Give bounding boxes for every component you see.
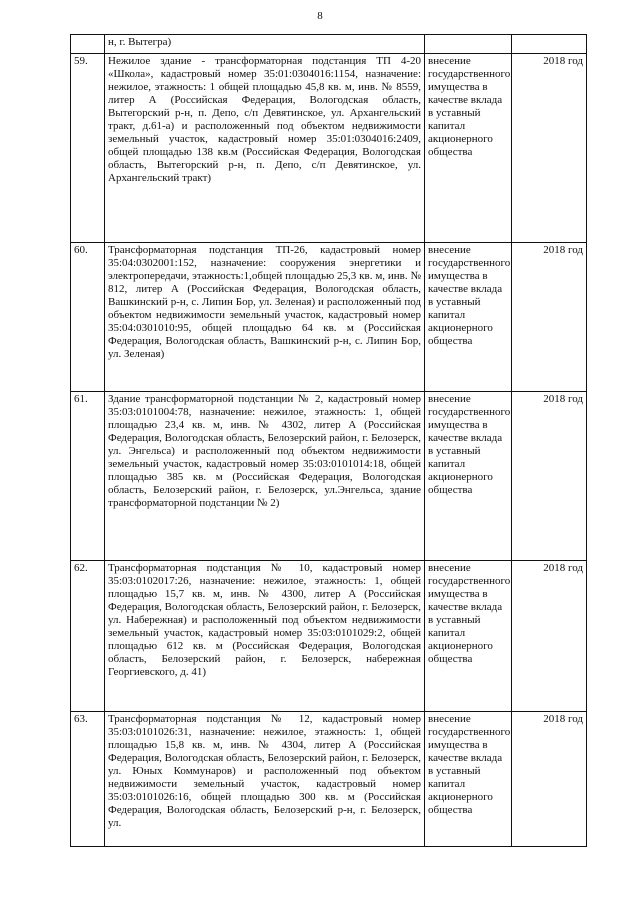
object-description: Трансформаторная подстанция № 12, кадастровый номер 35:03:0101026:31, назначение: нежилое, этажность: 1, общей площадью 15,8 кв. м, инв. № 4304, литер А (Российская Федерация, Вологодская область, Белозерский район, г. Белозерск, ул. Юных Коммунаров) и расположенный под объектом недвижимости земельный участок, кадастровый номер 35:03:0101026:16, общей площадью 300 кв. м (Российская Федерация, Вологодская область, Белозерский р-н, г. Белозерск, ул. — [105, 712, 425, 847]
row-number: 62. — [71, 561, 105, 712]
privatization-method: внесение государственного имущества в качестве вклада в уставный капитал акционерного общества — [425, 54, 512, 243]
property-registry-table — [70, 34, 587, 847]
row-number: 59. — [71, 54, 105, 243]
object-description: Трансформаторная подстанция ТП-26, кадастровый номер 35:04:0302001:152, назначение: сооружения энергетики и электропередачи, этажность:1,общей площадью 25,3 кв. м, инв. № 812, литер А (Российская Федерация, Вологодская область, Вашкинский р-н, с. Липин Бор, ул. Зеленая) и расположенный под объектом недвижимости земельный участок, кадастровый номер 35:04:0301010:95, общей площадью 64 кв. м (Российская Федерация, Вологодская область, Вашкинский р-н, с. Липин Бор, ул. Зеленая) — [105, 243, 425, 392]
continuation-text: н, г. Вытегра) — [105, 35, 425, 54]
privatization-method: внесение государственного имущества в качестве вклада в уставный капитал акционерного общества — [425, 392, 512, 561]
table-row — [71, 54, 587, 243]
privatization-year: 2018 год — [512, 54, 587, 243]
privatization-method: внесение государственного имущества в качестве вклада в уставный капитал акционерного общества — [425, 243, 512, 392]
continuation-row — [71, 35, 587, 54]
object-description: Здание трансформаторной подстанции № 2, кадастровый номер 35:03:0101004:78, назначение: нежилое, этажность: 1, общей площадью 23,4 кв. м, инв. № 4302, литер А (Российская Федерация, Вологодская область, Белозерский район, г. Белозерск, ул. Энгельса) и расположенный под объектом недвижимости земельный участок, кадастровый номер 35:03:0101014:18, общей площадью 385 кв. м (Российская Федерация, Вологодская область, Белозерский район, г. Белозерск, ул.Энгельса, здание трансформаторной подстанции № 2) — [105, 392, 425, 561]
row-number: 63. — [71, 712, 105, 847]
table-row — [71, 561, 587, 712]
privatization-method: внесение государственного имущества в качестве вклада в уставный капитал акционерного общества — [425, 712, 512, 847]
privatization-year: 2018 год — [512, 712, 587, 847]
row-number: 61. — [71, 392, 105, 561]
year-cell — [512, 35, 587, 54]
row-number-cell — [71, 35, 105, 54]
page-number: 8 — [317, 10, 323, 22]
privatization-year: 2018 год — [512, 561, 587, 712]
privatization-year: 2018 год — [512, 392, 587, 561]
table-row — [71, 392, 587, 561]
privatization-year: 2018 год — [512, 243, 587, 392]
table-row — [71, 712, 587, 847]
row-number: 60. — [71, 243, 105, 392]
object-description: Трансформаторная подстанция № 10, кадастровый номер 35:03:0102017:26, назначение: нежилое, этажность: 1, общей площадью 15,7 кв. м, инв. № 4300, литер А (Российская Федерация, Вологодская область, Белозерский район, г. Белозерск, ул. Набережная) и расположенный под объектом недвижимости земельный участок, кадастровый номер 35:03:0101029:2, общей площадью 612 кв. м (Российская Федерация, Вологодская область, Белозерский район, г. Белозерск, набережная Георгиевского, д. 41) — [105, 561, 425, 712]
privatization-method: внесение государственного имущества в качестве вклада в уставный капитал акционерного общества — [425, 561, 512, 712]
object-description: Нежилое здание - трансформаторная подстанция ТП 4-20 «Школа», кадастровый номер 35:01:0304016:1154, назначение: нежилое, этажность: 1 общей площадью 45,8 кв. м, инв. № 8559, литер А (Российская Федерация, Вологодская область, Вытегорский р-н, п. Депо, с/п Девятинское, ул. Архангельский тракт, д.61-а) и расположенный под объектом недвижимости земельный участок, кадастровый номер 35:01:0304016:2409, общей площадью 138 кв.м (Российская Федерация, Вологодская область, Вытегорский р-н, п. Депо, с/п Девятинское, ул. Архангельский тракт) — [105, 54, 425, 243]
basis-cell — [425, 35, 512, 54]
table-row — [71, 243, 587, 392]
